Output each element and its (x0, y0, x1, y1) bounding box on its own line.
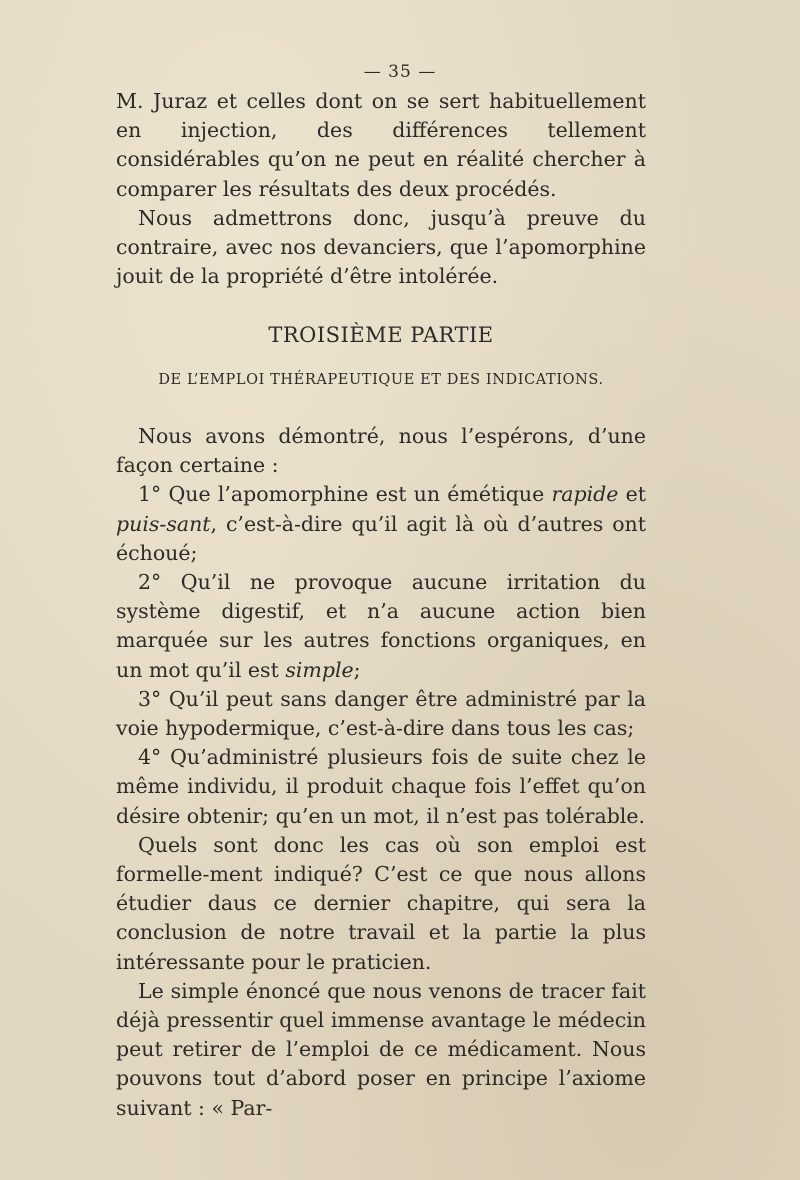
italic-rapide: rapide (551, 482, 619, 507)
section-title: TROISIÈME PARTIE (268, 323, 494, 347)
page-number: — 35 — (363, 62, 437, 82)
list-item-1 (116, 480, 646, 568)
body-text-block (116, 422, 646, 1123)
list-item-2-text: 2° Qu’il ne provoque aucune irritation du système digestif, et n’a aucune action bien marquée sur les autres fonctions organiques, en un mot qu’il est (116, 570, 646, 682)
top-text-block (116, 87, 646, 291)
paragraph-juraz: M. Juraz et celles dont on se sert habituellement en injection, des différences tellement considérables qu’on ne peut en réalité chercher à comparer les résultats des deux procédés. (116, 89, 646, 201)
list-item-4: 4° Qu’administré plusieurs fois de suite chez le même individu, il produit chaque fois l’effet qu’on désire obtenir; qu’en un mot, il n’est pas tolérable. (116, 745, 646, 828)
paragraph-nous-admettrons: Nous admettrons donc, jusqu’à preuve du contraire, avec nos devanciers, que l’apomorphine jouit de la propriété d’être intolérée. (116, 205, 646, 289)
list-item-1-text: 1° Que l’apomorphine est un émétique (138, 482, 552, 507)
italic-simple: simple (285, 657, 354, 682)
list-item-2 (116, 568, 646, 685)
section-subtitle: DE L’EMPLOI THÉRAPEUTIQUE ET DES INDICATIONS. (158, 372, 604, 388)
list-item-1-rest: , c’est-à-dire qu’il agit là où d’autres ont échoué; (116, 511, 646, 565)
list-item-3: 3° Qu’il peut sans danger être administré par la voie hypodermique, c’est-à-dire dans tous les cas; (116, 686, 646, 741)
paragraph-quels: Quels sont donc les cas où son emploi est formelle-ment indiqué? C’est ce que nous allons étudier daus ce dernier chapitre, qui sera la conclusion de notre travail et la partie la plus intéressante pour le praticien. (116, 832, 646, 974)
paragraph-le-simple: Le simple énoncé que nous venons de tracer fait déjà pressentir quel immense avantage le médecin peut retirer de l’emploi de ce médicament. Nous pouvons tout d’abord poser en principe l’axiome suivant : « Par- (116, 978, 646, 1120)
paragraph-intro: Nous avons démontré, nous l’espérons, d’une façon certaine : (116, 424, 646, 478)
list-item-2-rest: ; (353, 657, 361, 682)
italic-puissant: puis-sant (116, 511, 211, 536)
list-item-1-et: et (618, 482, 646, 507)
